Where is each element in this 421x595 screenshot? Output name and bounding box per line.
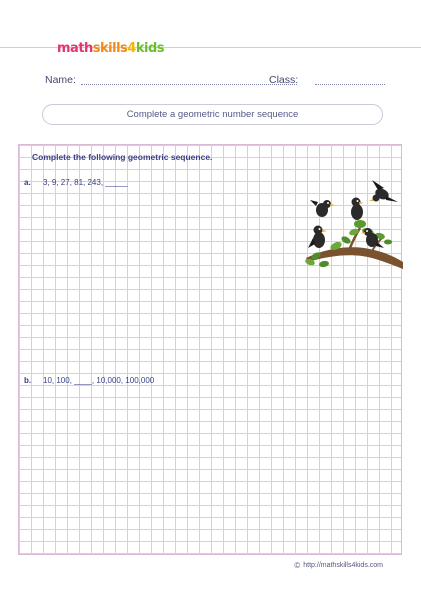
question-a-text: 3, 9, 27, 81, 243, _____	[43, 178, 128, 187]
question-a-letter: a.	[24, 178, 31, 187]
worksheet-title-text: Complete a geometric number sequence	[126, 109, 299, 120]
logo-kids: kids	[135, 40, 164, 56]
name-field[interactable]	[81, 84, 297, 85]
logo-four: 4	[127, 40, 136, 56]
copyright-symbol: ©	[294, 561, 301, 570]
logo-skills: skills	[92, 40, 128, 56]
question-b-letter: b.	[24, 376, 32, 385]
footer-credit	[294, 561, 383, 570]
footer-url[interactable]: http://mathskills4kids.com	[303, 562, 383, 569]
class-field[interactable]	[315, 84, 385, 85]
mathskills4kids-logo	[57, 38, 164, 58]
name-class-row	[45, 72, 385, 90]
name-label: Name:	[45, 74, 76, 86]
logo-math: math	[57, 40, 93, 56]
question-b-text: 10, 100, ____, 10,000, 100,000	[43, 376, 155, 385]
birds-on-branch-icon	[302, 178, 404, 270]
worksheet-title	[42, 104, 383, 125]
instruction-text: Complete the following geometric sequence.	[32, 152, 213, 162]
class-label: Class:	[269, 74, 299, 86]
